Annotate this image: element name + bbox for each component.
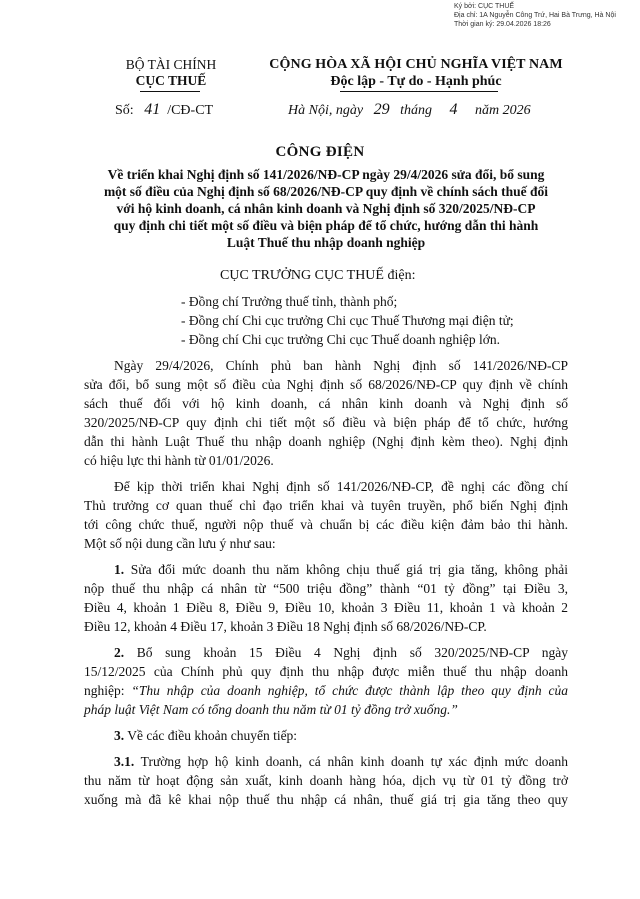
ministry-name: BỘ TÀI CHÍNH (125, 57, 217, 72)
text-line: nộp thuế thu nhập cá nhân từ “500 triệu đồng” thành “01 tỷ đồng” tại Điều 3, (84, 581, 568, 596)
item-number: 1. (114, 562, 125, 577)
text-line: Để kịp thời triển khai Nghị định số 141/2026/NĐ-CP, đề nghị các đồng chí (114, 479, 568, 494)
text-line: xuống mà đã kê khai nộp thuế thu nhập cá nhân, thuế giá trị gia tăng theo quy (84, 792, 568, 807)
recipient-item: - Đồng chí Chi cục trưởng Chi cục Thuế doanh nghiệp lớn. (181, 332, 501, 347)
sender-line (220, 268, 415, 284)
subject-line: quy định chi tiết một số điều và biện pháp để tổ chức, hướng dẫn thi hành (113, 218, 539, 233)
text-line: sách thuế đối với hộ kinh doanh, cá nhân kinh doanh và Nghị định số (84, 396, 568, 411)
number-label: Số: (115, 103, 134, 118)
text-line (84, 643, 568, 662)
text-line: tới công chức thuế, người nộp thuế và chuẩn bị các điều kiện đảm bảo thi hành. (84, 517, 568, 532)
document-number (115, 101, 213, 119)
text-line: Thủ trưởng cơ quan thuế chỉ đạo triển khai và tuyên truyền, phổ biến Nghị định (84, 498, 568, 513)
date-day: 29 (373, 101, 390, 118)
text-line: Điều 12, khoản 4 Điều 17, khoản 3 Điều 18 Nghị định số 68/2026/NĐ-CP. (84, 619, 487, 634)
text-line: 15/12/2025 của Chính phủ quy định thu nhập được miễn thuế thu nhập doanh (84, 664, 568, 679)
sender-name: CỤC TRƯỞNG CỤC THUẾ (220, 268, 384, 283)
month-label: tháng (400, 103, 432, 118)
text-line: có hiệu lực thi hành từ 01/01/2026. (84, 453, 274, 468)
document-body (84, 356, 568, 816)
text-segment: Sửa đổi mức doanh thu năm không chịu thuế giá trị gia tăng, không phải (124, 562, 568, 577)
signature-address: Địa chỉ: 1A Nguyễn Công Trứ, Hai Bà Trưng, Hà Nội (454, 12, 616, 19)
signature-time: Thời gian ký: 29.04.2026 18:26 (454, 21, 551, 28)
text-line: thu năm từ hoạt động sản xuất, kinh doanh hàng hóa, dịch vụ từ 01 tỷ đồng trở (84, 773, 568, 788)
quoted-text: “Thu nhập của doanh nghiệp, tổ chức được thành lập theo quy định của (131, 683, 568, 698)
date-prefix: Hà Nội, ngày (288, 103, 364, 118)
number-suffix: /CĐ-CT (167, 103, 214, 118)
text-line: Điều 4, khoản 1 Điều 8, Điều 9, Điều 10, khoản 3 Điều 11, khoản 1 và khoản 2 (84, 600, 568, 615)
text-line (84, 752, 568, 771)
subject-line: một số điều của Nghị định số 68/2026/NĐ-CP quy định về chính sách thuế đối (103, 184, 549, 199)
text-line (84, 726, 568, 745)
subject-line: Về triển khai Nghị định số 141/2026/NĐ-CP ngày 29/4/2026 sửa đổi, bổ sung (107, 167, 545, 182)
recipient-item: - Đồng chí Trưởng thuế tỉnh, thành phố; (181, 294, 398, 309)
quoted-text: pháp luật Việt Nam có tổng doanh thu năm từ 01 tỷ đồng trở xuống.” (84, 702, 458, 717)
item-number: 3.1. (114, 754, 135, 769)
text-segment: Về các điều khoản chuyển tiếp: (124, 728, 298, 743)
agency-underline (140, 91, 200, 92)
text-segment: Trường hợp hộ kinh doanh, cá nhân kinh doanh tự xác định mức doanh (134, 754, 568, 769)
agency-name: CỤC THUẾ (135, 73, 207, 88)
place-date (288, 101, 531, 119)
date-month: 4 (449, 101, 458, 118)
paragraph-item-3 (84, 726, 568, 745)
year-label: năm 2026 (474, 103, 531, 118)
recipient-list (181, 292, 514, 349)
country-name: CỘNG HÒA XÃ HỘI CHỦ NGHĨA VIỆT NAM (269, 57, 563, 72)
issuing-agency (96, 57, 246, 89)
document-title: CÔNG ĐIỆN (275, 144, 365, 160)
paragraph-item-3-1 (84, 752, 568, 809)
text-line: 320/2025/NĐ-CP quy định chi tiết một số điều và biện pháp để tổ chức, hướng (84, 415, 568, 430)
text-line: Một số nội dung cần lưu ý như sau: (84, 536, 276, 551)
paragraph-item-2 (84, 643, 568, 719)
item-number: 3. (114, 728, 125, 743)
signature-signer: Ký bởi: CỤC THUẾ (454, 3, 515, 10)
paragraph-intro (84, 356, 568, 470)
recipient-item: - Đồng chí Chi cục trưởng Chi cục Thuế Thương mại điện tử; (181, 313, 514, 328)
document-subject (98, 166, 554, 251)
number-value: 41 (144, 101, 161, 118)
motto-underline (340, 91, 498, 92)
text-line (84, 681, 568, 700)
digital-signature-block (454, 2, 616, 29)
text-segment: nghiệp: (84, 683, 132, 698)
text-line: sửa đổi, bổ sung một số điều của Nghị định số 68/2026/NĐ-CP quy định về chính (84, 377, 568, 392)
text-line (84, 560, 568, 579)
paragraph-request (84, 477, 568, 553)
sender-verb: điện: (383, 268, 416, 283)
subject-line: Luật Thuế thu nhập doanh nghiệp (226, 235, 426, 250)
text-line: Ngày 29/4/2026, Chính phủ ban hành Nghị định số 141/2026/NĐ-CP (114, 358, 568, 373)
national-motto: Độc lập - Tự do - Hạnh phúc (330, 74, 502, 89)
paragraph-item-1 (84, 560, 568, 636)
subject-line: với hộ kinh doanh, cá nhân kinh doanh và Nghị định số 320/2025/NĐ-CP (116, 201, 536, 216)
text-line: dẫn thi hành Luật Thuế thu nhập doanh nghiệp (Nghị định kèm theo). Nghị định (84, 434, 568, 449)
item-number: 2. (114, 645, 125, 660)
text-segment: Bổ sung khoản 15 Điều 4 Nghị định số 320/2025/NĐ-CP ngày (124, 645, 568, 660)
national-heading (256, 57, 576, 90)
